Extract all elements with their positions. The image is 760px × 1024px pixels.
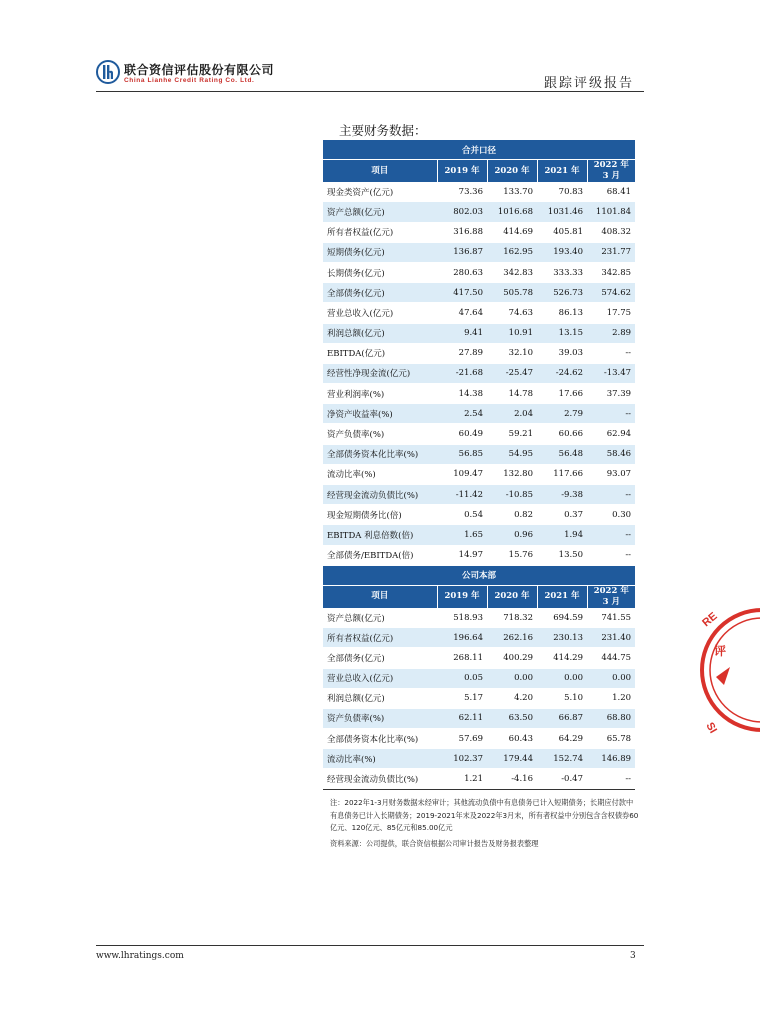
row-value: 444.75 (587, 648, 635, 668)
row-value: 1031.46 (537, 202, 587, 222)
row-value: 14.97 (437, 545, 487, 565)
row-label: 资产总额(亿元) (323, 608, 437, 628)
page-header (96, 58, 644, 92)
row-value: -9.38 (537, 485, 587, 505)
row-value: 47.64 (437, 303, 487, 323)
row-value: 342.83 (487, 262, 537, 282)
row-value: 9.41 (437, 323, 487, 343)
row-value: -11.42 (437, 485, 487, 505)
row-value: 86.13 (537, 303, 587, 323)
row-value: 2.89 (587, 323, 635, 343)
company-logo-icon (96, 60, 120, 84)
row-value: 146.89 (587, 749, 635, 769)
row-label: 全部债务/EBITDA(倍) (323, 545, 437, 565)
row-value: -21.68 (437, 363, 487, 383)
row-value: 333.33 (537, 262, 587, 282)
row-value: 400.29 (487, 648, 537, 668)
row-value: 316.88 (437, 222, 487, 242)
row-value: 74.63 (487, 303, 537, 323)
row-label: EBITDA 利息倍数(倍) (323, 525, 437, 545)
row-label: 流动比率(%) (323, 464, 437, 484)
table-row (323, 202, 635, 222)
row-value: 10.91 (487, 323, 537, 343)
row-value: 4.20 (487, 688, 537, 708)
row-value: 66.87 (537, 708, 587, 728)
consolidated-group-header (323, 140, 635, 160)
page-number: 3 (630, 951, 636, 961)
parent-group-header (323, 565, 635, 585)
row-value: -25.47 (487, 363, 537, 383)
row-value: 56.85 (437, 444, 487, 464)
column-header-year: 2022 年 (593, 585, 629, 596)
row-value: 1101.84 (587, 202, 635, 222)
column-header: 项目 (323, 160, 437, 183)
row-value: 37.39 (587, 384, 635, 404)
row-value: 14.38 (437, 384, 487, 404)
row-label: 利润总额(亿元) (323, 323, 437, 343)
table-row (323, 729, 635, 749)
row-value: 518.93 (437, 608, 487, 628)
row-value: 280.63 (437, 262, 487, 282)
row-value: 13.50 (537, 545, 587, 565)
table-row (323, 749, 635, 769)
row-value: 342.85 (587, 262, 635, 282)
column-header: 2021 年 (537, 585, 587, 608)
table-row (323, 505, 635, 525)
row-value: 152.74 (537, 749, 587, 769)
row-value: 0.82 (487, 505, 537, 525)
row-label: 资产负债率(%) (323, 708, 437, 728)
footer-divider (96, 945, 644, 946)
row-value: 574.62 (587, 283, 635, 303)
row-value: 262.16 (487, 628, 537, 648)
report-type-label: 跟踪评级报告 (543, 76, 634, 91)
table-row (323, 769, 635, 789)
row-value: 0.00 (537, 668, 587, 688)
parent-column-header (323, 585, 635, 608)
row-value: 1.94 (537, 525, 587, 545)
row-value: 27.89 (437, 343, 487, 363)
table-row (323, 222, 635, 242)
row-label: 所有者权益(亿元) (323, 628, 437, 648)
row-label: 营业总收入(亿元) (323, 668, 437, 688)
row-value: 268.11 (437, 648, 487, 668)
row-value: 133.70 (487, 182, 537, 202)
column-header: 2019 年 (437, 585, 487, 608)
row-label: 现金类资产(亿元) (323, 182, 437, 202)
row-value: 63.50 (487, 708, 537, 728)
row-label: 所有者权益(亿元) (323, 222, 437, 242)
consolidated-column-header (323, 160, 635, 183)
row-value: 230.13 (537, 628, 587, 648)
row-value: -- (587, 485, 635, 505)
row-value: 718.32 (487, 608, 537, 628)
row-value: 0.30 (587, 505, 635, 525)
row-value: 102.37 (437, 749, 487, 769)
table-row (323, 262, 635, 282)
section-title: 主要财务数据： (339, 123, 427, 138)
table-row (323, 708, 635, 728)
table-note: 注：2022年1-3月财务数据未经审计；其他流动负债中有息债务已计入短期债务；长期应付款中有息债务已计入长期债务；2019-2021年末及2022年3月末，所有者权益中分别包含含权债券60亿元、120亿元、85亿元和85.00亿元 (330, 798, 639, 833)
row-value: 0.05 (437, 668, 487, 688)
row-value: 1016.68 (487, 202, 537, 222)
row-value: 54.95 (487, 444, 537, 464)
row-value: 0.00 (587, 668, 635, 688)
column-header: 2021 年 (537, 160, 587, 183)
column-header: 2019 年 (437, 160, 487, 183)
row-value: 2.79 (537, 404, 587, 424)
row-label: 流动比率(%) (323, 749, 437, 769)
row-value: 1.65 (437, 525, 487, 545)
row-value: -4.16 (487, 769, 537, 789)
column-header: 2020 年 (487, 585, 537, 608)
group-label: 合并口径 (323, 140, 635, 160)
table-row (323, 648, 635, 668)
row-label: 全部债务(亿元) (323, 648, 437, 668)
row-value: 0.96 (487, 525, 537, 545)
row-value: 5.10 (537, 688, 587, 708)
table-row (323, 404, 635, 424)
row-value: 802.03 (437, 202, 487, 222)
row-value: 39.03 (537, 343, 587, 363)
row-label: 利润总额(亿元) (323, 688, 437, 708)
column-header: 项目 (323, 585, 437, 608)
row-value: -- (587, 343, 635, 363)
company-name-en: China Lianhe Credit Rating Co. Ltd. (124, 77, 255, 84)
row-value: 62.94 (587, 424, 635, 444)
row-value: 1.21 (437, 769, 487, 789)
row-value: -- (587, 769, 635, 789)
row-value: 62.11 (437, 708, 487, 728)
table-row (323, 303, 635, 323)
company-seal-stamp (700, 585, 760, 755)
header-divider (96, 91, 644, 92)
row-value: 93.07 (587, 464, 635, 484)
table-row (323, 668, 635, 688)
row-value: 14.78 (487, 384, 537, 404)
table-row (323, 182, 635, 202)
row-value: 405.81 (537, 222, 587, 242)
column-header-year: 2022 年 (593, 160, 629, 171)
row-value: 68.41 (587, 182, 635, 202)
table-row (323, 424, 635, 444)
row-value: 136.87 (437, 242, 487, 262)
table-row (323, 545, 635, 565)
row-value: 231.77 (587, 242, 635, 262)
row-value: 193.40 (537, 242, 587, 262)
row-value: 57.69 (437, 729, 487, 749)
table-row (323, 283, 635, 303)
row-label: 全部债务(亿元) (323, 283, 437, 303)
row-label: 全部债务资本化比率(%) (323, 444, 437, 464)
row-value: 179.44 (487, 749, 537, 769)
company-name-cn: 联合资信评估股份有限公司 (124, 63, 275, 77)
row-value: -10.85 (487, 485, 537, 505)
row-value: 13.15 (537, 323, 587, 343)
row-value: 0.54 (437, 505, 487, 525)
row-value: -24.62 (537, 363, 587, 383)
row-value: -- (587, 404, 635, 424)
svg-text:SI: SI (703, 720, 719, 736)
row-value: 0.37 (537, 505, 587, 525)
row-label: 营业利润率(%) (323, 384, 437, 404)
row-value: 414.29 (537, 648, 587, 668)
row-value: 58.46 (587, 444, 635, 464)
financial-data-table (323, 140, 635, 790)
row-value: 17.75 (587, 303, 635, 323)
row-value: 17.66 (537, 384, 587, 404)
row-value: 417.50 (437, 283, 487, 303)
row-value: 64.29 (537, 729, 587, 749)
row-label: EBITDA(亿元) (323, 343, 437, 363)
row-value: 505.78 (487, 283, 537, 303)
row-label: 资产总额(亿元) (323, 202, 437, 222)
row-value: 408.32 (587, 222, 635, 242)
row-value: 109.47 (437, 464, 487, 484)
row-value: 60.49 (437, 424, 487, 444)
table-row (323, 363, 635, 383)
table-row (323, 384, 635, 404)
row-value: 56.48 (537, 444, 587, 464)
column-header (587, 160, 635, 183)
row-value: 414.69 (487, 222, 537, 242)
row-value: 132.80 (487, 464, 537, 484)
footer-website-link[interactable]: www.lhratings.com (96, 951, 184, 961)
row-label: 经营现金流动负债比(%) (323, 769, 437, 789)
svg-text:RE: RE (700, 610, 720, 630)
row-value: 70.83 (537, 182, 587, 202)
row-value: 73.36 (437, 182, 487, 202)
data-source-note: 资料来源：公司提供，联合资信根据公司审计报告及财务报表整理 (330, 839, 539, 848)
row-value: 65.78 (587, 729, 635, 749)
table-row (323, 444, 635, 464)
row-value: 15.76 (487, 545, 537, 565)
row-label: 资产负债率(%) (323, 424, 437, 444)
table-row (323, 525, 635, 545)
column-header: 2020 年 (487, 160, 537, 183)
table-row (323, 242, 635, 262)
row-value: 68.80 (587, 708, 635, 728)
row-value: 526.73 (537, 283, 587, 303)
group-label: 公司本部 (323, 565, 635, 585)
row-label: 短期债务(亿元) (323, 242, 437, 262)
row-value: -13.47 (587, 363, 635, 383)
table-row (323, 464, 635, 484)
table-row (323, 608, 635, 628)
table-row (323, 485, 635, 505)
row-value: 741.55 (587, 608, 635, 628)
table-row (323, 343, 635, 363)
row-value: 162.95 (487, 242, 537, 262)
row-value: -- (587, 545, 635, 565)
svg-text:评: 评 (714, 644, 727, 658)
row-value: 60.43 (487, 729, 537, 749)
row-value: 117.66 (537, 464, 587, 484)
row-value: 60.66 (537, 424, 587, 444)
row-label: 全部债务资本化比率(%) (323, 729, 437, 749)
row-value: 59.21 (487, 424, 537, 444)
column-header-month: 3 月 (602, 171, 620, 182)
row-label: 经营性净现金流(亿元) (323, 363, 437, 383)
table-row (323, 323, 635, 343)
row-label: 现金短期债务比(倍) (323, 505, 437, 525)
row-value: 0.00 (487, 668, 537, 688)
row-label: 长期债务(亿元) (323, 262, 437, 282)
row-label: 净资产收益率(%) (323, 404, 437, 424)
row-value: 231.40 (587, 628, 635, 648)
column-header-month: 3 月 (602, 596, 620, 607)
row-value: 32.10 (487, 343, 537, 363)
row-value: 694.59 (537, 608, 587, 628)
row-value: -- (587, 525, 635, 545)
row-value: 2.04 (487, 404, 537, 424)
table-row (323, 628, 635, 648)
row-value: -0.47 (537, 769, 587, 789)
column-header (587, 585, 635, 608)
row-value: 5.17 (437, 688, 487, 708)
row-value: 196.64 (437, 628, 487, 648)
table-row (323, 688, 635, 708)
row-value: 1.20 (587, 688, 635, 708)
row-label: 营业总收入(亿元) (323, 303, 437, 323)
row-label: 经营现金流动负债比(%) (323, 485, 437, 505)
row-value: 2.54 (437, 404, 487, 424)
